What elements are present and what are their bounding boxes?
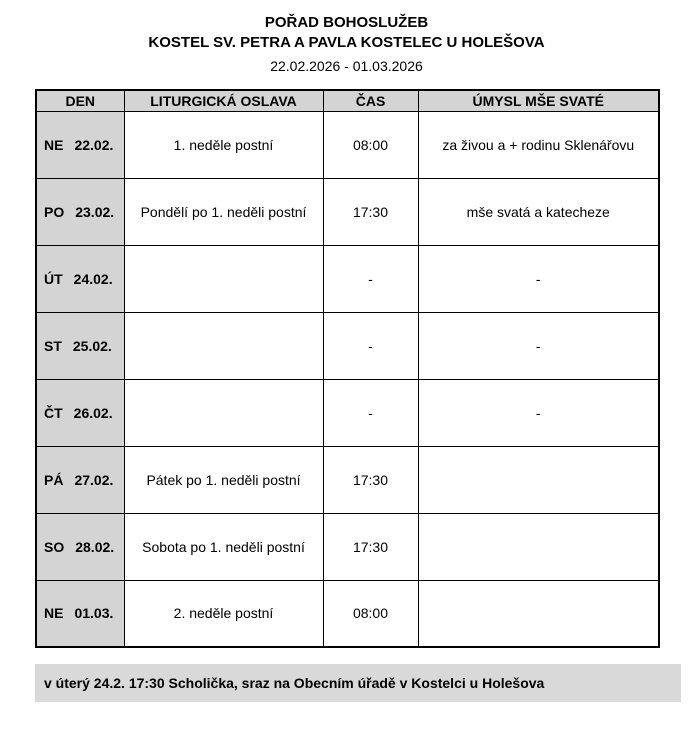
intention-cell: - bbox=[418, 245, 659, 312]
time-cell: - bbox=[323, 379, 418, 446]
page-subtitle: KOSTEL SV. PETRA A PAVLA KOSTELEC U HOLEŠOVA bbox=[148, 34, 545, 51]
day-cell bbox=[36, 513, 124, 580]
day-date: 28.02. bbox=[75, 538, 115, 555]
table-row bbox=[36, 312, 659, 379]
day-date: 26.02. bbox=[73, 404, 113, 421]
table-row bbox=[36, 446, 659, 513]
service-schedule-table bbox=[35, 89, 660, 648]
celebration-cell: Sobota po 1. neděli postní bbox=[124, 513, 323, 580]
intention-cell: - bbox=[418, 379, 659, 446]
time-cell: 17:30 bbox=[323, 178, 418, 245]
intention-cell: za živou a + rodinu Sklenářovu bbox=[418, 111, 659, 178]
table-row bbox=[36, 580, 659, 647]
column-header-celebration: LITURGICKÁ OSLAVA bbox=[124, 90, 323, 111]
column-header-time: ČAS bbox=[323, 90, 418, 111]
table-header-row bbox=[36, 90, 659, 111]
celebration-cell: Pátek po 1. neděli postní bbox=[124, 446, 323, 513]
intention-cell: - bbox=[418, 312, 659, 379]
day-cell bbox=[36, 379, 124, 446]
day-date: 25.02. bbox=[72, 337, 112, 354]
day-abbr: ÚT bbox=[44, 270, 63, 287]
day-abbr: NE bbox=[44, 605, 64, 622]
time-cell: 08:00 bbox=[323, 580, 418, 647]
intention-cell bbox=[418, 513, 659, 580]
celebration-cell bbox=[124, 245, 323, 312]
day-cell bbox=[36, 111, 124, 178]
day-cell bbox=[36, 312, 124, 379]
day-date: 22.02. bbox=[74, 136, 114, 153]
table-row bbox=[36, 178, 659, 245]
document-header bbox=[0, 0, 693, 76]
day-abbr: PÁ bbox=[44, 471, 64, 488]
day-cell bbox=[36, 245, 124, 312]
day-date: 24.02. bbox=[73, 270, 113, 287]
day-date: 27.02. bbox=[74, 471, 114, 488]
time-cell: 08:00 bbox=[323, 111, 418, 178]
table-row bbox=[36, 245, 659, 312]
day-abbr: ČT bbox=[44, 404, 63, 421]
day-cell bbox=[36, 178, 124, 245]
intention-cell: mše svatá a katecheze bbox=[418, 178, 659, 245]
celebration-cell: 2. neděle postní bbox=[124, 580, 323, 647]
time-cell: 17:30 bbox=[323, 446, 418, 513]
day-date: 01.03. bbox=[74, 605, 114, 622]
celebration-cell bbox=[124, 312, 323, 379]
day-abbr: NE bbox=[44, 136, 64, 153]
table-row bbox=[36, 513, 659, 580]
day-abbr: ST bbox=[44, 337, 62, 354]
celebration-cell: Pondělí po 1. neděli postní bbox=[124, 178, 323, 245]
date-range: 22.02.2026 - 01.03.2026 bbox=[270, 58, 423, 74]
time-cell: - bbox=[323, 312, 418, 379]
time-cell: 17:30 bbox=[323, 513, 418, 580]
intention-cell bbox=[418, 446, 659, 513]
celebration-cell bbox=[124, 379, 323, 446]
column-header-intention: ÚMYSL MŠE SVATÉ bbox=[418, 90, 659, 111]
day-abbr: SO bbox=[44, 538, 65, 555]
celebration-cell: 1. neděle postní bbox=[124, 111, 323, 178]
page-title: POŘAD BOHOSLUŽEB bbox=[264, 14, 429, 31]
column-header-day: DEN bbox=[36, 90, 124, 111]
intention-cell bbox=[418, 580, 659, 647]
time-cell: - bbox=[323, 245, 418, 312]
day-cell bbox=[36, 580, 124, 647]
day-abbr: PO bbox=[44, 203, 65, 220]
table-row bbox=[36, 111, 659, 178]
day-cell bbox=[36, 446, 124, 513]
table-row bbox=[36, 379, 659, 446]
announcement-note: v úterý 24.2. 17:30 Scholička, sraz na Obecním úřadě v Kostelci u Holešova bbox=[35, 664, 681, 702]
day-date: 23.02. bbox=[75, 203, 115, 220]
